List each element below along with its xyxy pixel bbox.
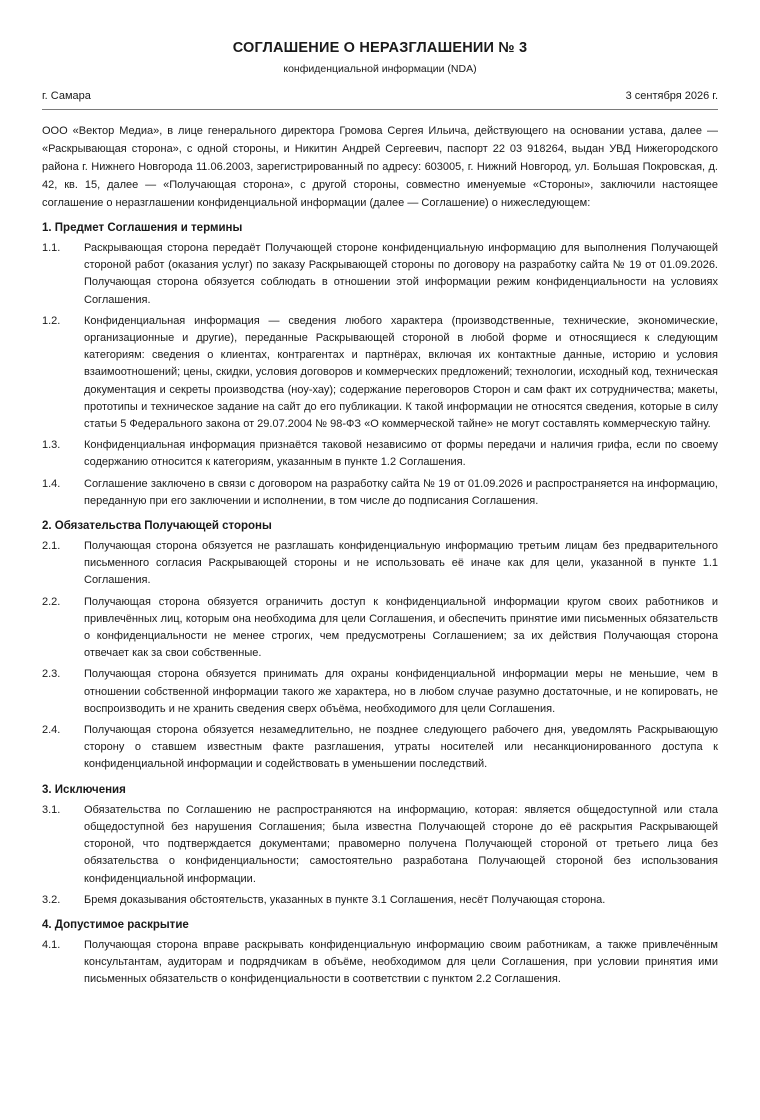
section-title: 1. Предмет Соглашения и термины xyxy=(42,222,243,234)
clause xyxy=(42,476,718,510)
clause-number: 1.3. xyxy=(42,439,61,452)
clause xyxy=(42,437,718,471)
clause-text: Соглашение заключено в связи с договором на разработку сайта № 19 от 01.09.2026 и распространяется на информацию, переданную при его заключении и исполнении, в том числе до подписания Соглашения. xyxy=(84,477,718,507)
clause-number: 1.2. xyxy=(42,314,61,327)
clause-number: 2.3. xyxy=(42,668,61,681)
clause-text: Бремя доказывания обстоятельств, указанных в пункте 3.1 Соглашения, несёт Получающая сторона. xyxy=(84,893,606,906)
clause-number: 3.1. xyxy=(42,803,61,816)
clause-number: 3.2. xyxy=(42,893,61,906)
clause-number: 1.4. xyxy=(42,477,61,490)
clause xyxy=(42,892,718,909)
clause-text: Получающая сторона вправе раскрывать конфиденциальную информацию своим работникам, а также привлечённым консультантам, аудиторам и подрядчикам в объёме, необходимом для цели Соглашения, при условии принятия ими письменных обязательств о конфиденциальности в соответствии с пунктом 2.2 Соглашения. xyxy=(84,938,718,986)
document-subtitle: конфиденциальной информации (NDA) xyxy=(283,63,477,75)
clause-text: Обязательства по Соглашению не распространяются на информацию, которая: является общедоступной или стала общедоступной без нарушения Соглашения; была известна Получающей стороне до её раскрытия Раскрывающей стороной, что подтверждается документами; правомерно получена Получающей стороной от третьего лица без обязательства о конфиденциальности; самостоятельно разработана Получающей стороной без использования конфиденциальной информации. xyxy=(84,803,718,885)
clause-number: 2.1. xyxy=(42,540,61,553)
section-title: 2. Обязательства Получающей стороны xyxy=(42,520,272,533)
clause xyxy=(42,240,718,309)
clause-text: Получающая сторона обязуется ограничить доступ к конфиденциальной информации кругом своих работников и привлечённых лиц, которым она необходима для цели Соглашения, и обеспечить принятие ими письменных обязательств о конфиденциальности не менее строгих, чем предусмотрены Соглашением; за их действия Получающая сторона отвечает как за свои собственные. xyxy=(84,595,718,660)
clause xyxy=(42,722,718,774)
clause-text: Конфиденциальная информация признаётся таковой независимо от формы передачи и наличия грифа, если по своему содержанию относится к категориям, указанным в пункте 1.2 Соглашения. xyxy=(84,439,718,469)
clause-text: Раскрывающая сторона передаёт Получающей стороне конфиденциальную информацию для выполнения Получающей стороной работ (оказания услуг) по заказу Раскрывающей стороны по договору на разработку сайта № 19 от 01.09.2026. Получающая сторона обязуется соблюдать в отношении этой информации режим конфиденциальности на условиях Соглашения. xyxy=(84,242,718,306)
clause-number: 4.1. xyxy=(42,938,61,951)
date: 3 сентября 2026 г. xyxy=(625,90,718,102)
preamble: ООО «Вектор Медиа», в лице генерального директора Громова Сергея Ильича, действующего на основании устава, далее — «Раскрывающая сторона», с одной стороны, и Никитин Андрей Сергеевич, паспорт 22 03 918264, выдан УВД Нижегородского района г. Нижнего Новгорода 11.06.2003, зарегистрированный по адресу: 603005, г. Нижний Новгород, ул. Большая Покровская, д. 42, кв. 15, далее — «Получающая сторона», с другой стороны, совместно именуемые «Стороны», заключили настоящее соглашение о неразглашении конфиденциальной информации (далее — Соглашение) о нижеследующем: xyxy=(42,125,718,209)
clause-text: Получающая сторона обязуется принимать для охраны конфиденциальной информации меры не меньшие, чем в отношении собственной информации такого же характера, но в любом случае разумно достаточные, и не копировать, не воспроизводить и не хранить сведения сверх объёма, необходимого для цели Соглашения. xyxy=(84,668,718,715)
clause xyxy=(42,313,718,433)
place-date-line xyxy=(42,90,718,110)
clause xyxy=(42,538,718,590)
clause-text: Конфиденциальная информация — сведения любого характера (производственные, технические, экономические, организационные и другие), переданные Раскрывающей стороной в любой форме и относящиеся к следующим категориям: сведения о клиентах, контрагентах и партнёрах, включая их контактные данные, историю и условия взаимоотношений; цены, скидки, условия договоров и коммерческих предложений; технологии, исходный код, техническая документация и секреты производства (ноу-хау); содержание переговоров Сторон и сам факт их сотрудничества; макеты, прототипы и техническое задание на сайт до его публикации. К такой информации не относятся сведения, которые в силу статьи 5 Федерального закона от 29.07.2004 № 98-ФЗ «О коммерческой тайне» не могут составлять коммерческую тайну. xyxy=(84,314,718,431)
clause-text: Получающая сторона обязуется незамедлительно, не позднее следующего рабочего дня, уведомлять Раскрывающую сторону о ставшем известным факте разглашения, утраты носителей или несанкционированного доступа к конфиденциальной информации и содействовать в уменьшении последствий. xyxy=(84,724,718,771)
clause-number: 1.1. xyxy=(42,242,61,254)
clause-number: 2.2. xyxy=(42,595,61,608)
clause-number: 2.4. xyxy=(42,724,61,737)
clause-text: Получающая сторона обязуется не разглашать конфиденциальную информацию третьим лицам без предварительного письменного согласия Раскрывающей стороны и не использовать её иначе как для цели, указанной в пункте 1.1 Соглашения. xyxy=(84,540,718,587)
sections xyxy=(42,220,718,989)
section-title: 3. Исключения xyxy=(42,783,126,796)
document-title: СОГЛАШЕНИЕ О НЕРАЗГЛАШЕНИИ № 3 xyxy=(232,40,528,56)
clause xyxy=(42,666,718,718)
section-title: 4. Допустимое раскрытие xyxy=(42,918,189,931)
city: г. Самара xyxy=(42,90,91,102)
clause xyxy=(42,802,718,888)
clause xyxy=(42,937,718,989)
clause xyxy=(42,594,718,663)
